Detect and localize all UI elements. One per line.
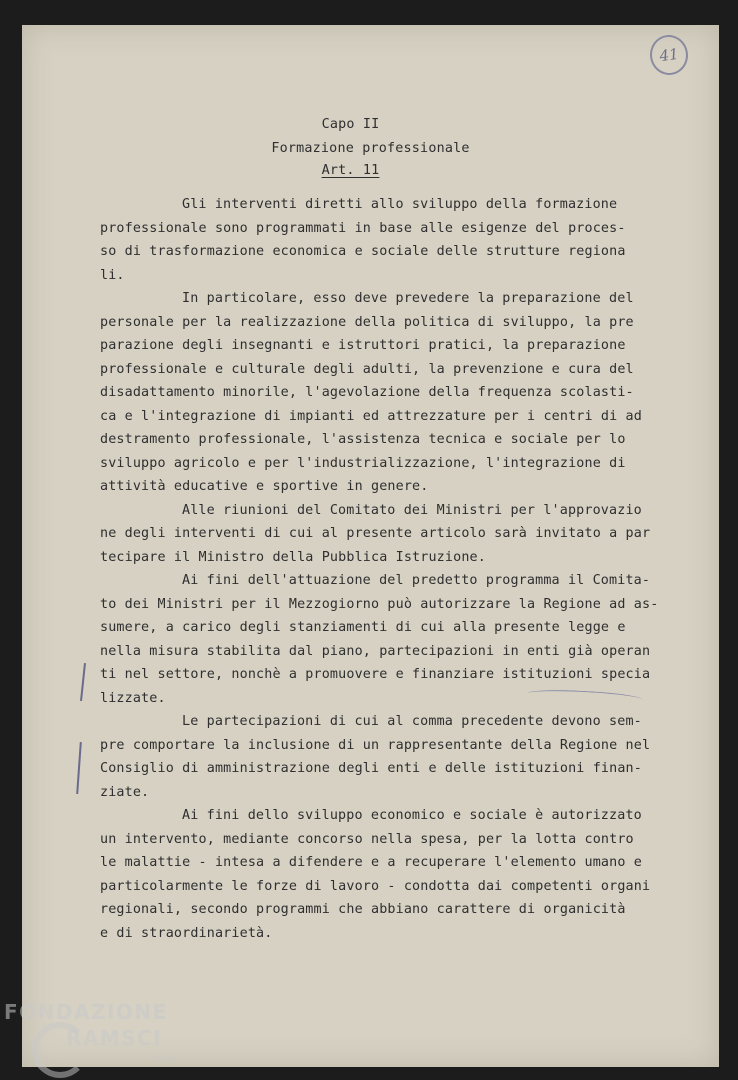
text-line: Le partecipazioni di cui al comma precedente devono sem- (182, 714, 642, 729)
paragraph-3 (100, 499, 670, 570)
paragraph-1 (100, 193, 670, 287)
text-line: le malattie - intesa a difendere e a recuperare l'elemento umano e (100, 855, 642, 870)
text-line: Ai fini dello sviluppo economico e sociale è autorizzato (182, 808, 642, 823)
watermark-line3: onlus (150, 1054, 175, 1064)
text-line: sumere, a carico degli stanziamenti di cui alla presente legge e (100, 620, 626, 635)
article-label: Art. 11 (321, 163, 380, 178)
margin-pen-mark (80, 663, 85, 701)
text-line: attività educative e sportive in genere. (100, 479, 429, 494)
text-line: tecipare il Ministro della Pubblica Istruzione. (100, 549, 486, 565)
paragraph-2 (100, 287, 670, 499)
watermark-line1: FONDAZIONE (4, 1000, 168, 1024)
text-line: li. (100, 267, 125, 283)
text-line: professionale e culturale degli adulti, la prevenzione e cura del (100, 361, 634, 377)
text-line: ziate. (100, 784, 150, 800)
text-line: Ai fini dell'attuazione del predetto programma il Comita- (182, 573, 651, 588)
text-line: sviluppo agricolo e per l'industrializzazione, l'integrazione di (100, 455, 626, 471)
watermark-line2: RAMSCI (66, 1026, 163, 1050)
text-line: Gli interventi diretti allo sviluppo della formazione (182, 197, 618, 212)
paragraph-5 (100, 710, 670, 804)
text-line: pre comportare la inclusione di un rappresentante della Regione nel (100, 737, 651, 753)
article-heading (2, 163, 699, 178)
page-number: 41 (647, 33, 690, 78)
text-line: disadattamento minorile, l'agevolazione della frequenza scolasti- (100, 385, 634, 400)
text-line: Alle riunioni del Comitato dei Ministri per l'approvazio (182, 502, 642, 518)
body-text (100, 193, 670, 945)
margin-pen-mark (76, 742, 81, 794)
text-line: professionale sono programmati in base alle esigenze del proces- (100, 220, 626, 236)
text-line: to dei Ministri per il Mezzogiorno può autorizzare la Regione ad as- (100, 596, 659, 612)
text-line: In particolare, esso deve prevedere la preparazione del (182, 291, 634, 306)
text-line: personale per la realizzazione della politica di sviluppo, la pre (100, 314, 634, 330)
chapter-heading: Capo II (321, 117, 380, 132)
text-line: destramento professionale, l'assistenza tecnica e sociale per lo (100, 432, 626, 447)
paragraph-6 (100, 804, 670, 945)
document-page (22, 25, 719, 1067)
text-line: lizzate. (100, 690, 166, 706)
chapter-title: Formazione professionale (271, 141, 470, 156)
text-line: so di trasformazione economica e sociale delle strutture regiona (100, 244, 626, 259)
text-line: Consiglio di amministrazione degli enti e delle istituzioni finan- (100, 761, 642, 776)
text-line: regionali, secondo programmi che abbiano carattere di organicità (100, 902, 626, 917)
text-line: e di straordinarietà. (100, 925, 273, 941)
text-line: particolarmente le forze di lavoro - condotta dai competenti organi (100, 878, 651, 894)
text-line: ti nel settore, nonchè a promuovere e finanziare istituzioni specia (100, 667, 651, 682)
text-line: ne degli interventi di cui al presente articolo sarà invitato a par (100, 526, 651, 541)
paragraph-4 (100, 569, 670, 710)
text-line: nella misura stabilita dal piano, partecipazioni in enti già operan (100, 643, 651, 659)
text-line: ca e l'integrazione di impianti ed attrezzature per i centri di ad (100, 408, 642, 424)
fondazione-gramsci-watermark (4, 1000, 194, 1080)
text-line: parazione degli insegnanti e istruttori pratici, la preparazione (100, 338, 626, 353)
text-line: un intervento, mediante concorso nella spesa, per la lotta contro (100, 831, 634, 847)
